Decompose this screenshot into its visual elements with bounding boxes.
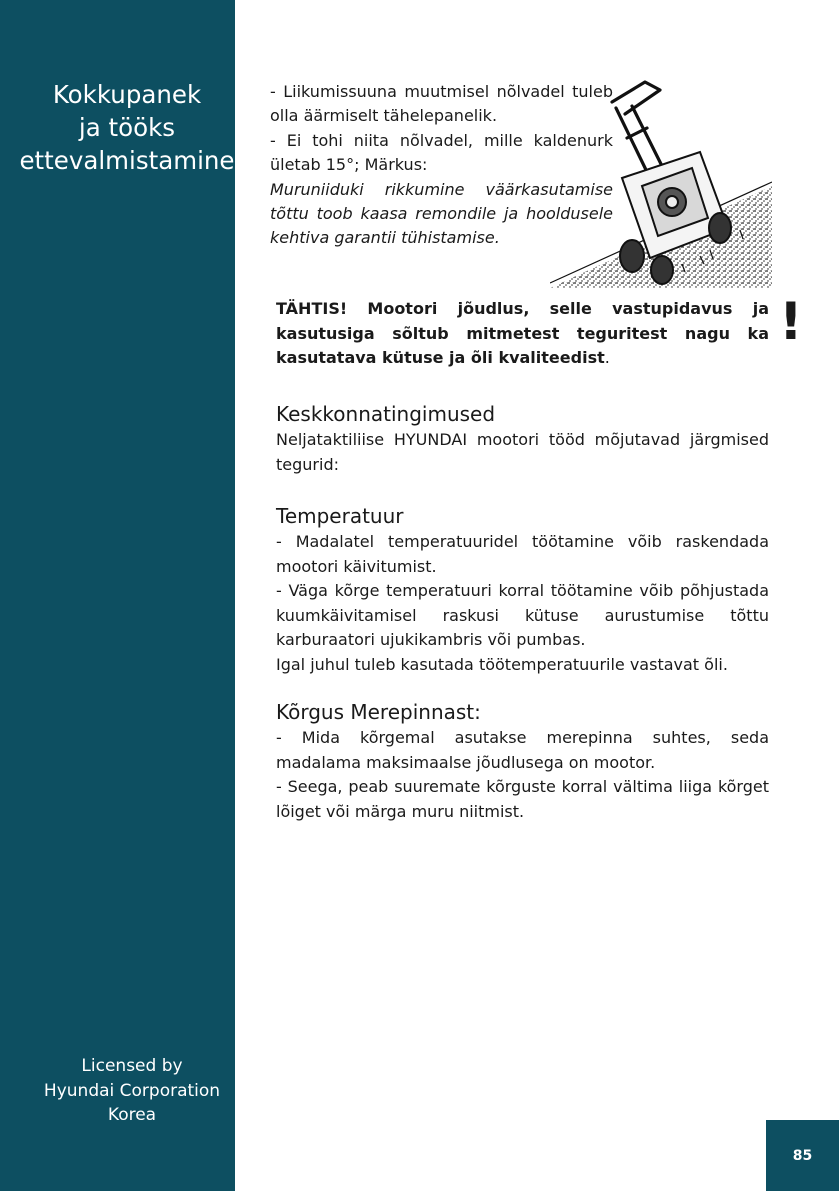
license-line: Hyundai Corporation [43,1080,221,1101]
section-heading: Keskkonnatingimused [276,402,496,426]
section-altitude [276,698,769,824]
sidebar [0,0,235,1191]
chapter-title-line: Kokkupanek [52,80,202,109]
slope-warning-line: - Ei tohi niita nõlvadel, mille kaldenurk ületab 15°; Märkus: [270,130,613,175]
slope-warning-line: - Liikumissuuna muutmisel nõlvadel tuleb olla äärmiselt tähelepanelik. [270,82,613,126]
section-paragraph: Igal juhul tuleb kasutada töötemperatuurile vastavat õli. [276,654,728,674]
section-paragraph: - Seega, peab suuremate kõrguste korral vältima liiga kõrget lõiget või märga muru niitmist. [276,777,769,821]
important-notice-text: TÄHTIS! Mootori jõudlus, selle vastupidavus ja kasutusiga sõltub mitmetest teguritest nagu ka kasutatava kütuse ja õli kvaliteedist [276,299,769,367]
section-paragraph: - Mida kõrgemal asutakse merepinna suhtes, seda madalama maksimaalse jõudlusega on mootor. [276,728,769,772]
section-heading: Temperatuur [276,504,404,528]
important-notice-period: . [604,348,610,367]
important-notice [276,297,769,371]
section-heading-text: Kõrgus Merepinnast [276,700,475,724]
section-heading-colon: : [474,700,481,724]
exclamation-icon: ! [779,292,803,352]
section-heading [276,698,769,726]
chapter-title-line: ja tööks [78,113,176,142]
license-line: Korea [107,1105,157,1125]
chapter-title-line: ettevalmistamine [19,146,235,175]
chapter-title [0,78,254,177]
license-line: Licensed by [81,1056,183,1076]
lawnmower-on-slope-illustration [550,78,772,288]
license-text [0,1054,264,1128]
section-environment [276,400,769,477]
warranty-note: Muruniiduki rikkumine väärkasutamise tõttu toob kaasa remondile ja hooldusele kehtiva garantii tühistamise. [270,179,613,248]
page-number: 85 [766,1120,839,1191]
section-paragraph: Neljataktiliise HYUNDAI mootori tööd mõjutavad järgmised tegurid: [276,430,769,474]
section-paragraph: - Väga kõrge temperatuuri korral töötamine võib põhjustada kuumkäivitamisel raskusi kütuse aurustumise tõttu karburaatori ujukikambris või pumbas. [276,581,769,649]
section-paragraph: - Madalatel temperatuuridel töötamine võib raskendada mootori käivitumist. [276,532,769,576]
section-temperature [276,502,769,677]
